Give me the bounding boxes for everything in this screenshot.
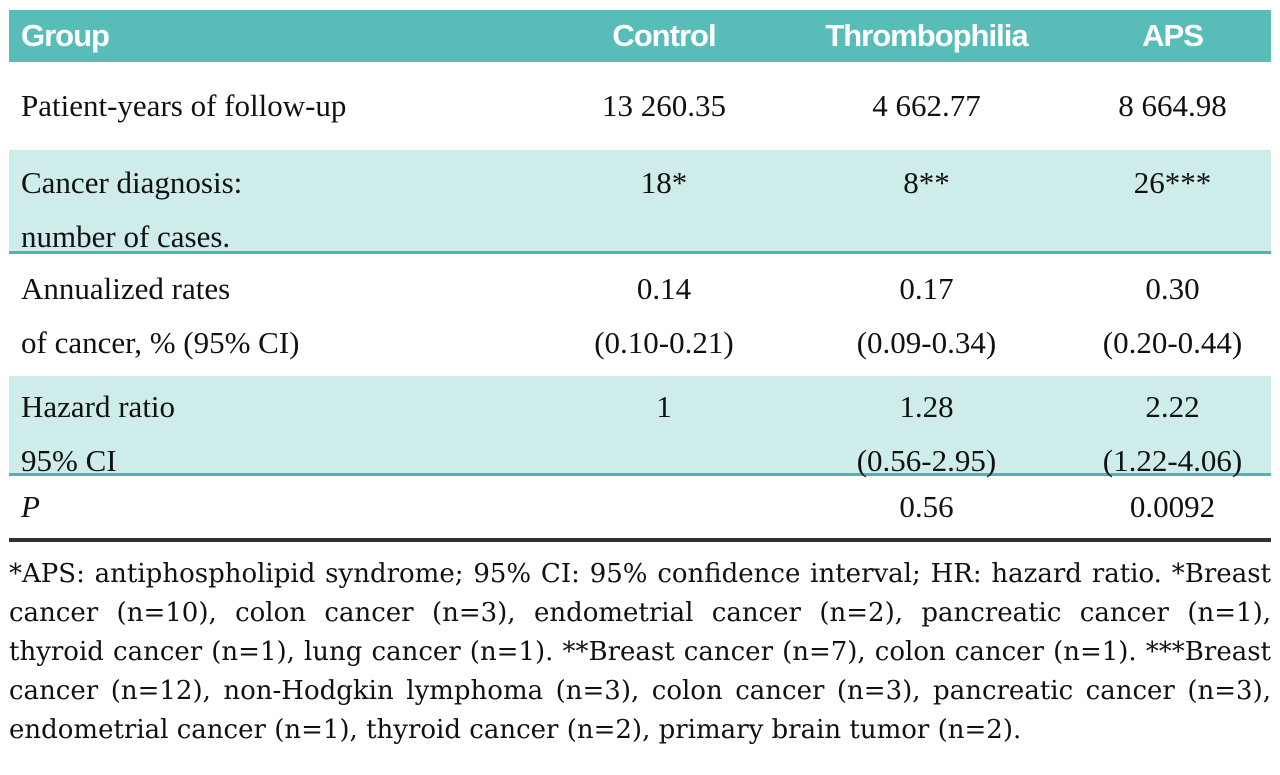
cell-value: 26*** xyxy=(1133,165,1212,200)
header-thrombophilia: Thrombophilia xyxy=(825,18,1028,53)
row-label-line: number of cases. xyxy=(21,219,231,254)
row-label-line: Cancer diagnosis: xyxy=(21,165,243,200)
cell-ci: (1.22-4.06) xyxy=(1102,443,1243,478)
row-label xyxy=(9,262,549,370)
cell-thrombophilia xyxy=(779,262,1074,370)
cell-control xyxy=(549,156,779,210)
cell-value: 1.28 xyxy=(899,389,954,424)
row-label-line: 95% CI xyxy=(21,443,117,478)
row-label-line: Hazard ratio xyxy=(21,389,176,424)
table-header-row xyxy=(9,10,1271,62)
header-group: Group xyxy=(21,18,109,53)
cell-aps xyxy=(1074,262,1271,370)
cell-value: 0.14 xyxy=(636,271,692,306)
cell-value: 4 662.77 xyxy=(872,88,981,123)
table-footnote: *APS: antiphospholipid syndrome; 95% CI: 95% confidence interval; HR: hazard ratio. *Breast cancer (n=10), colon cancer (n=3), endometrial cancer (n=2), pancreatic cancer (n=1), thyroid cancer (n=1), lung cancer (n=1). **Breast cancer (n=7), colon cancer (n=1). ***Breast cancer (n=12), non-Hodgkin lymphoma (n=3), colon cancer (n=3), pancreatic cancer (n=3), endometrial cancer (n=1), thyroid cancer (n=2), primary brain tumor (n=2). xyxy=(9,559,1271,745)
cell-ci: (0.20-0.44) xyxy=(1102,325,1243,360)
cell-value: 1 xyxy=(656,389,672,424)
header-control: Control xyxy=(612,18,716,53)
cell-control xyxy=(549,79,779,133)
cell-value: 8** xyxy=(903,165,950,200)
cell-aps xyxy=(1074,79,1271,133)
row-label xyxy=(9,380,549,488)
table-row-hazard-ratio xyxy=(9,376,1271,476)
cell-value: 18* xyxy=(640,165,688,200)
cell-aps xyxy=(1074,156,1271,210)
cell-thrombophilia xyxy=(779,79,1074,133)
cell-thrombophilia xyxy=(779,380,1074,488)
cell-value: 0.17 xyxy=(899,271,954,306)
cell-ci: (0.09-0.34) xyxy=(856,325,997,360)
cell-ci: (0.56-2.95) xyxy=(856,443,997,478)
row-label xyxy=(9,480,549,534)
cell-value: 0.30 xyxy=(1145,271,1200,306)
cancer-incidence-table xyxy=(9,10,1271,542)
table-row-cancer-diagnosis xyxy=(9,150,1271,254)
cell-thrombophilia xyxy=(779,156,1074,210)
cell-ci: (0.10-0.21) xyxy=(594,325,734,360)
table-row-annualized-rates xyxy=(9,254,1271,376)
cell-control xyxy=(549,262,779,370)
cell-value: 8 664.98 xyxy=(1118,88,1227,123)
table-row-p-value xyxy=(9,476,1271,542)
row-label-line: Patient-years of follow-up xyxy=(21,88,347,123)
cell-value: 2.22 xyxy=(1145,389,1200,424)
cell-aps xyxy=(1074,480,1271,534)
cell-value: 0.0092 xyxy=(1129,489,1216,524)
row-label-line: Annualized rates xyxy=(21,271,231,306)
cell-value: 13 260.35 xyxy=(601,88,726,123)
row-label xyxy=(9,156,549,264)
row-label-line: P xyxy=(21,489,40,524)
header-aps: APS xyxy=(1142,18,1203,53)
cell-control xyxy=(549,380,779,434)
table-row-patient-years xyxy=(9,62,1271,150)
row-label xyxy=(9,79,549,133)
cell-aps xyxy=(1074,380,1271,488)
row-label-line: of cancer, % (95% CI) xyxy=(21,325,300,360)
cell-value: 0.56 xyxy=(899,489,954,524)
cell-thrombophilia xyxy=(779,480,1074,534)
